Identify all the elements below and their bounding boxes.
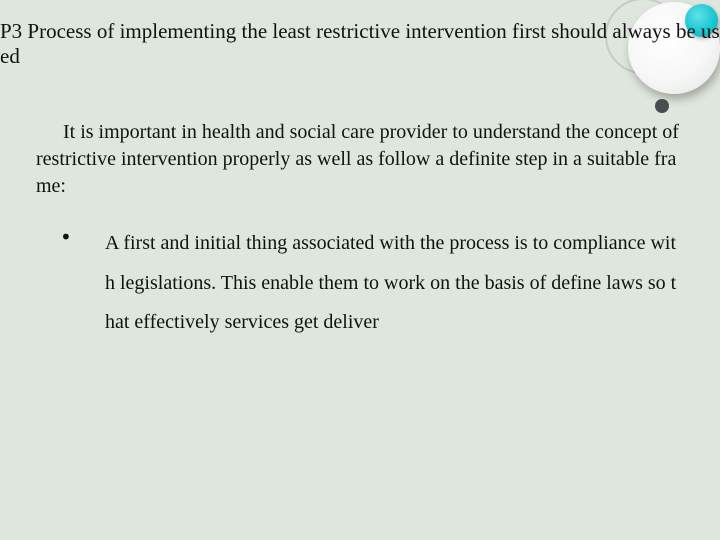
bullet-text: A first and initial thing associated with the process is to compliance with legislations. This enable them to work on the basis of define laws so that effectively services get deliver [105, 232, 677, 333]
intro-paragraph: It is important in health and social care provider to understand the concept of restrictive intervention properly as well as follow a definite step in a suitable frame: [36, 121, 679, 197]
bullet-item [60, 224, 680, 343]
bullet-list [60, 224, 680, 343]
dark-dot-icon [655, 99, 669, 113]
slide-title: P3 Process of implementing the least restrictive intervention first should always be used [0, 19, 720, 68]
bullet-marker: • [60, 225, 72, 249]
